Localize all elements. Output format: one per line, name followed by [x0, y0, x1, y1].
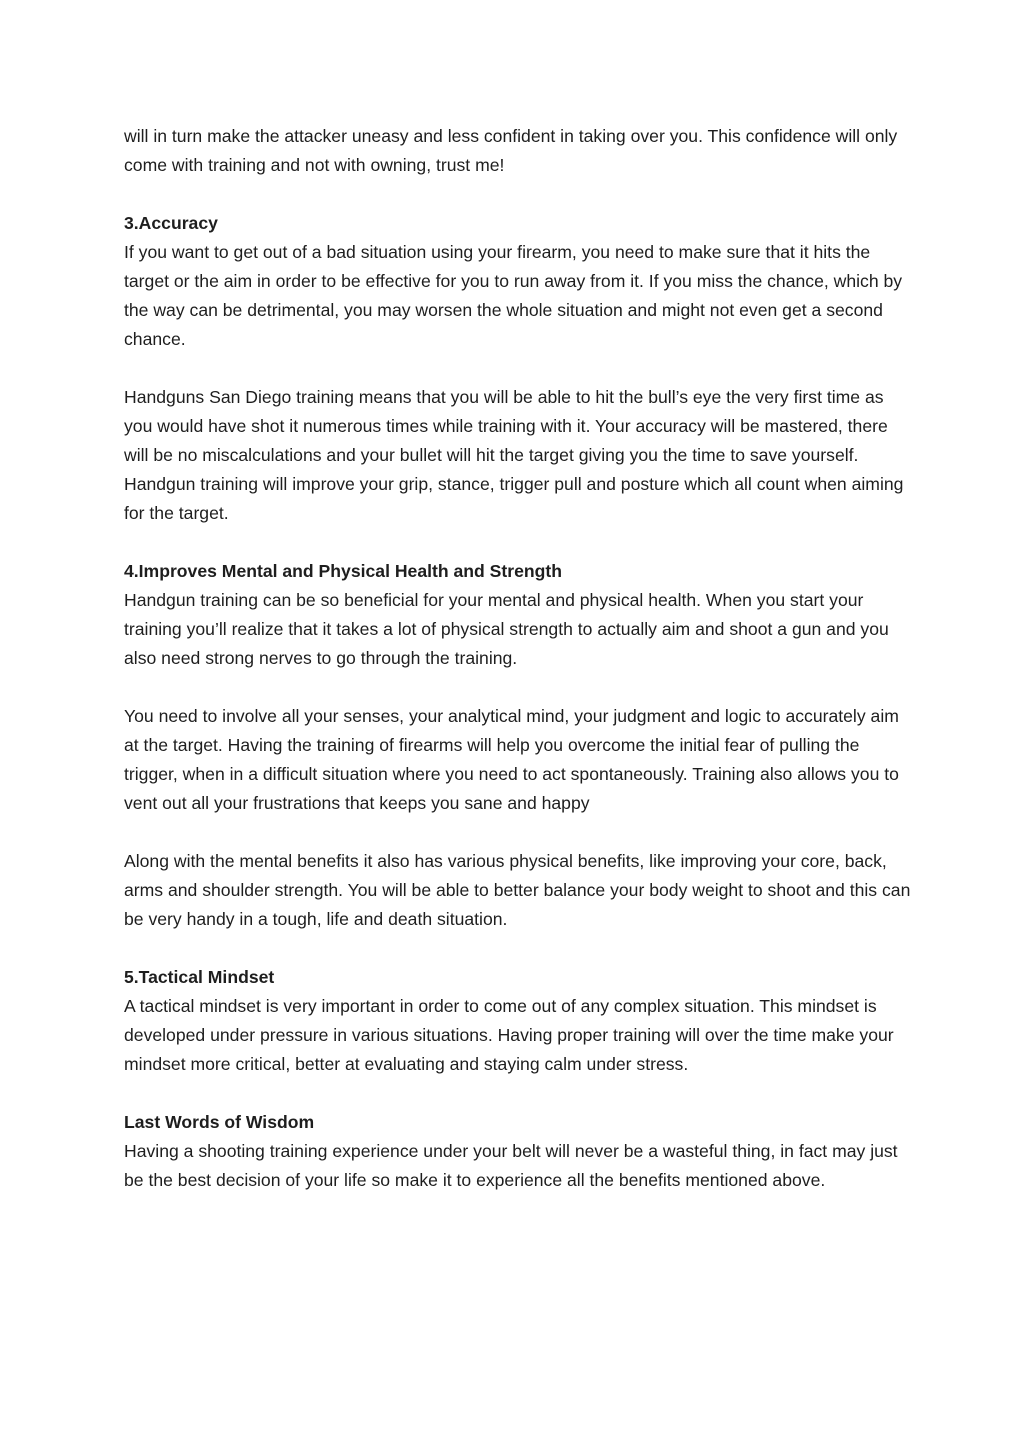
health-paragraph-1: Handgun training can be so beneficial for your mental and physical health. When you start your training you’ll realize that it takes a lot of physical strength to actually aim and shoot a gun and you also need strong nerves to go through the training.	[124, 590, 889, 668]
health-paragraph-2: You need to involve all your senses, your analytical mind, your judgment and logic to accurately aim at the target. Having the training of firearms will help you overcome the initial fear of pulling the trigger, when in a difficult situation where you need to act spontaneously. Training also allows you to vent out all your frustrations that keeps you sane and happy	[124, 706, 899, 813]
spacer	[124, 180, 914, 209]
health-paragraph-3: Along with the mental benefits it also has various physical benefits, like improving your core, back, arms and shoulder strength. You will be able to better balance your body weight to shoot and this can be very handy in a tough, life and death situation.	[124, 851, 911, 929]
tactical-mindset-paragraph: A tactical mindset is very important in order to come out of any complex situation. This mindset is developed under pressure in various situations. Having proper training will over the time make your mindset more critical, better at evaluating and staying calm under stress.	[124, 996, 894, 1074]
document-page	[124, 122, 914, 1195]
section-heading-last-words: Last Words of Wisdom	[124, 1112, 315, 1132]
section-heading-tactical-mindset: 5.Tactical Mindset	[124, 967, 275, 987]
spacer	[124, 1079, 914, 1108]
accuracy-paragraph-2: Handguns San Diego training means that you will be able to hit the bull’s eye the very first time as you would have shot it numerous times while training with it. Your accuracy will be mastered, there will be no miscalculations and your bullet will hit the target giving you the time to save yourself. Handgun training will improve your grip, stance, trigger pull and posture which all count when aiming for the target.	[124, 387, 904, 523]
spacer	[124, 934, 914, 963]
accuracy-paragraph-1: If you want to get out of a bad situation using your firearm, you need to make sure that it hits the target or the aim in order to be effective for you to run away from it. If you miss the chance, which by the way can be detrimental, you may worsen the whole situation and might not even get a second chance.	[124, 242, 903, 349]
last-words-paragraph: Having a shooting training experience under your belt will never be a wasteful thing, in fact may just be the best decision of your life so make it to experience all the benefits mentioned above.	[124, 1141, 898, 1190]
intro-paragraph: will in turn make the attacker uneasy and less confident in taking over you. This confidence will only come with training and not with owning, trust me!	[124, 126, 898, 175]
spacer	[124, 354, 914, 383]
spacer	[124, 673, 914, 702]
section-heading-health: 4.Improves Mental and Physical Health and Strength	[124, 561, 562, 581]
spacer	[124, 528, 914, 557]
spacer	[124, 818, 914, 847]
section-heading-accuracy: 3.Accuracy	[124, 213, 218, 233]
